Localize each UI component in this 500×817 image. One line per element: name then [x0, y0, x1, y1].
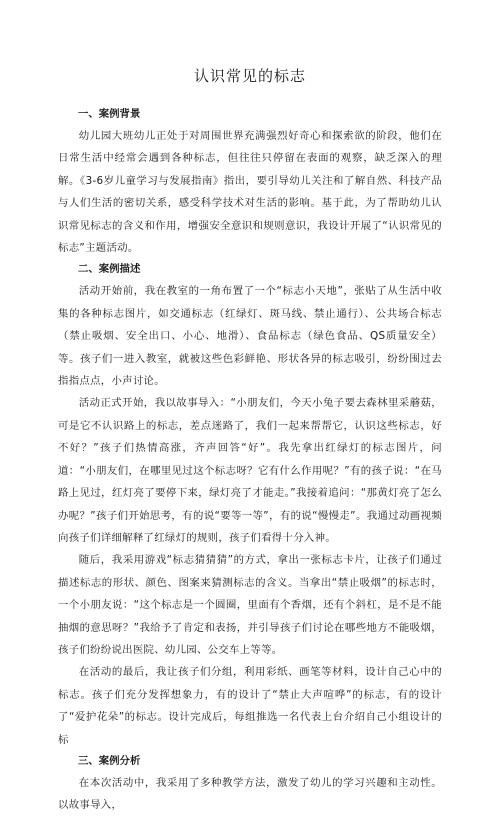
section-heading: 三、案例分析	[78, 754, 141, 767]
paragraph: 随后，我采用游戏“标志猜猜猜”的方式，拿出一张标志卡片，让孩子们通过描述标志的形状、颜色、图案来猜测标志的含义。当拿出“禁止吸烟”的标志时，一个小朋友说：“这个标志是一个圆圈，里面有个香烟，还有个斜杠，是不是不能抽烟的意思呀？”我给予了肯定和表扬，并引导孩子们讨论在哪些地方不能吸烟，孩子们纷纷说出医院、幼儿园、公交车上等等。	[58, 554, 442, 656]
section-heading: 二、案例描述	[78, 263, 141, 276]
section-description	[58, 259, 442, 751]
document-title: 认识常见的标志	[193, 67, 306, 85]
section-background	[58, 104, 442, 259]
paragraph: 在活动的最后，我让孩子们分组，利用彩纸、画笔等材料，设计自己心中的标志。孩子们充分发挥想象力，有的设计了“禁止大声喧哗”的标志，有的设计了“爱护花朵”的标志。设计完成后，每组推选一名代表上台介绍自己小组设计的标	[58, 666, 442, 746]
paragraph: 活动开始前，我在教室的一角布置了一个“标志小天地”，张贴了从生活中收集的各种标志图片，如交通标志（红绿灯、斑马线、禁止通行）、公共场合标志（禁止吸烟、安全出口、小心、地滑）、食品标志（绿色食品、QS质量安全）等。孩子们一进入教室，就被这些色彩鲜艳、形状各异的标志吸引，纷纷围过去指指点点，小声讨论。	[58, 285, 442, 388]
paragraph: 在本次活动中，我采用了多种教学方法，激发了幼儿的学习兴趣和主动性。以故事导入，	[58, 776, 442, 812]
section-heading: 一、案例背景	[78, 108, 141, 120]
paragraph: 活动正式开始，我以故事导入：“小朋友们，今天小兔子要去森林里采蘑菇，可是它不认识路上的标志，差点迷路了，我们一起来帮帮它，认识这些标志，好不好？”孩子们热情高涨，齐声回答“好”。我先拿出红绿灯的标志图片，问道：“小朋友们，在哪里见过这个标志呀？它有什么作用呢？”有的孩子说：“在马路上见过，红灯亮了要停下来，绿灯亮了才能走。”我接着追问：“那黄灯亮了怎么办呢？”孩子们开始思考，有的说“要等一等”，有的说“慢慢走”。我通过动画视频向孩子们详细解释了红绿灯的规则，孩子们看得十分入神。	[58, 397, 442, 544]
section-analysis	[58, 751, 442, 817]
paragraph: 幼儿园大班幼儿正处于对周围世界充满强烈好奇心和探索欲的阶段，他们在日常生活中经常会遇到各种标志，但往往只停留在表面的观察，缺乏深入的理解。《3-6岁儿童学习与发展指南》指出，要引导幼儿关注和了解自然、科技产品与人们生活的密切关系，感受科学技术对生活的影响。基于此，为了帮助幼儿认识常见标志的含义和作用，增强安全意识和规则意识，我设计开展了“认识常见的标志”主题活动。	[58, 130, 442, 255]
